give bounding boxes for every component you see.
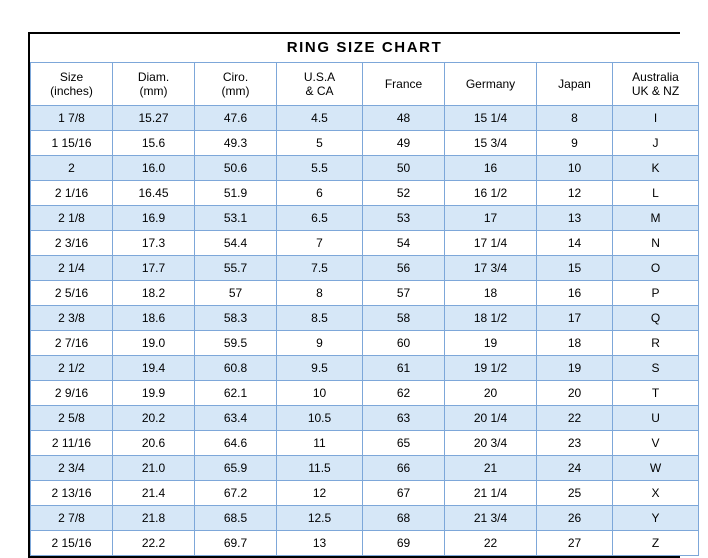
cell-usa-ca: 5.5 bbox=[277, 156, 363, 181]
cell-diameter: 19.0 bbox=[113, 331, 195, 356]
cell-usa-ca: 8 bbox=[277, 281, 363, 306]
ring-size-chart bbox=[28, 32, 680, 558]
cell-size: 1 7/8 bbox=[31, 106, 113, 131]
cell-size: 2 bbox=[31, 156, 113, 181]
cell-size: 2 7/16 bbox=[31, 331, 113, 356]
cell-diameter: 19.9 bbox=[113, 381, 195, 406]
cell-australia: Y bbox=[613, 506, 699, 531]
cell-france: 65 bbox=[363, 431, 445, 456]
cell-circumference: 62.1 bbox=[195, 381, 277, 406]
cell-size: 1 15/16 bbox=[31, 131, 113, 156]
column-header-diameter-line2: (mm) bbox=[139, 84, 168, 98]
cell-japan: 10 bbox=[537, 156, 613, 181]
cell-size: 2 5/8 bbox=[31, 406, 113, 431]
cell-france: 61 bbox=[363, 356, 445, 381]
column-header-germany bbox=[445, 63, 537, 106]
cell-germany: 21 3/4 bbox=[445, 506, 537, 531]
cell-france: 49 bbox=[363, 131, 445, 156]
cell-circumference: 51.9 bbox=[195, 181, 277, 206]
cell-australia: R bbox=[613, 331, 699, 356]
cell-australia: O bbox=[613, 256, 699, 281]
chart-title-cell bbox=[31, 34, 699, 63]
cell-circumference: 55.7 bbox=[195, 256, 277, 281]
cell-germany: 20 1/4 bbox=[445, 406, 537, 431]
cell-japan: 12 bbox=[537, 181, 613, 206]
cell-australia: Z bbox=[613, 531, 699, 556]
table-row bbox=[31, 431, 699, 456]
cell-usa-ca: 12.5 bbox=[277, 506, 363, 531]
table-row bbox=[31, 131, 699, 156]
cell-germany: 17 1/4 bbox=[445, 231, 537, 256]
cell-france: 53 bbox=[363, 206, 445, 231]
table-row bbox=[31, 506, 699, 531]
cell-france: 58 bbox=[363, 306, 445, 331]
cell-usa-ca: 6.5 bbox=[277, 206, 363, 231]
cell-diameter: 17.7 bbox=[113, 256, 195, 281]
cell-usa-ca: 7.5 bbox=[277, 256, 363, 281]
cell-germany: 15 1/4 bbox=[445, 106, 537, 131]
column-header-size bbox=[31, 63, 113, 106]
cell-japan: 16 bbox=[537, 281, 613, 306]
cell-germany: 21 1/4 bbox=[445, 481, 537, 506]
cell-size: 2 5/16 bbox=[31, 281, 113, 306]
cell-france: 68 bbox=[363, 506, 445, 531]
cell-japan: 17 bbox=[537, 306, 613, 331]
cell-germany: 17 bbox=[445, 206, 537, 231]
cell-circumference: 67.2 bbox=[195, 481, 277, 506]
cell-australia: Q bbox=[613, 306, 699, 331]
cell-diameter: 22.2 bbox=[113, 531, 195, 556]
cell-germany: 22 bbox=[445, 531, 537, 556]
cell-germany: 17 3/4 bbox=[445, 256, 537, 281]
column-header-size-line2: (inches) bbox=[50, 84, 93, 98]
cell-size: 2 9/16 bbox=[31, 381, 113, 406]
cell-size: 2 3/16 bbox=[31, 231, 113, 256]
cell-diameter: 16.0 bbox=[113, 156, 195, 181]
cell-australia: M bbox=[613, 206, 699, 231]
cell-diameter: 16.9 bbox=[113, 206, 195, 231]
cell-germany: 19 1/2 bbox=[445, 356, 537, 381]
column-header-usa-ca-line1: U.S.A bbox=[303, 70, 336, 84]
cell-germany: 15 3/4 bbox=[445, 131, 537, 156]
cell-circumference: 50.6 bbox=[195, 156, 277, 181]
cell-circumference: 65.9 bbox=[195, 456, 277, 481]
column-header-circumference bbox=[195, 63, 277, 106]
cell-australia: U bbox=[613, 406, 699, 431]
cell-australia: S bbox=[613, 356, 699, 381]
cell-diameter: 19.4 bbox=[113, 356, 195, 381]
cell-diameter: 21.8 bbox=[113, 506, 195, 531]
column-header-diameter-line1: Diam. bbox=[137, 70, 170, 84]
cell-usa-ca: 13 bbox=[277, 531, 363, 556]
cell-size: 2 1/16 bbox=[31, 181, 113, 206]
cell-size: 2 1/4 bbox=[31, 256, 113, 281]
cell-usa-ca: 10 bbox=[277, 381, 363, 406]
table-body bbox=[31, 34, 699, 556]
cell-france: 60 bbox=[363, 331, 445, 356]
cell-australia: L bbox=[613, 181, 699, 206]
table-row bbox=[31, 156, 699, 181]
cell-france: 66 bbox=[363, 456, 445, 481]
cell-australia: W bbox=[613, 456, 699, 481]
table-row bbox=[31, 356, 699, 381]
cell-france: 63 bbox=[363, 406, 445, 431]
cell-australia: T bbox=[613, 381, 699, 406]
cell-germany: 16 bbox=[445, 156, 537, 181]
column-header-size-line1: Size bbox=[59, 70, 84, 84]
cell-australia: P bbox=[613, 281, 699, 306]
column-header-diameter bbox=[113, 63, 195, 106]
cell-diameter: 17.3 bbox=[113, 231, 195, 256]
cell-diameter: 21.0 bbox=[113, 456, 195, 481]
cell-australia: J bbox=[613, 131, 699, 156]
cell-japan: 19 bbox=[537, 356, 613, 381]
cell-germany: 20 3/4 bbox=[445, 431, 537, 456]
cell-japan: 9 bbox=[537, 131, 613, 156]
cell-germany: 18 1/2 bbox=[445, 306, 537, 331]
column-header-usa-ca bbox=[277, 63, 363, 106]
cell-japan: 23 bbox=[537, 431, 613, 456]
column-header-circumference-line1: Ciro. bbox=[222, 70, 249, 84]
page-title: RING SIZE CHART bbox=[286, 39, 443, 56]
table-row bbox=[31, 406, 699, 431]
cell-circumference: 57 bbox=[195, 281, 277, 306]
cell-japan: 22 bbox=[537, 406, 613, 431]
cell-circumference: 64.6 bbox=[195, 431, 277, 456]
cell-size: 2 1/8 bbox=[31, 206, 113, 231]
cell-size: 2 11/16 bbox=[31, 431, 113, 456]
cell-australia: K bbox=[613, 156, 699, 181]
cell-usa-ca: 12 bbox=[277, 481, 363, 506]
table-row bbox=[31, 231, 699, 256]
cell-france: 50 bbox=[363, 156, 445, 181]
table-row bbox=[31, 256, 699, 281]
cell-australia: N bbox=[613, 231, 699, 256]
cell-australia: X bbox=[613, 481, 699, 506]
cell-usa-ca: 9 bbox=[277, 331, 363, 356]
cell-japan: 26 bbox=[537, 506, 613, 531]
column-header-france bbox=[363, 63, 445, 106]
cell-japan: 20 bbox=[537, 381, 613, 406]
cell-usa-ca: 11 bbox=[277, 431, 363, 456]
cell-japan: 15 bbox=[537, 256, 613, 281]
cell-france: 56 bbox=[363, 256, 445, 281]
cell-size: 2 1/2 bbox=[31, 356, 113, 381]
cell-circumference: 60.8 bbox=[195, 356, 277, 381]
cell-diameter: 16.45 bbox=[113, 181, 195, 206]
cell-france: 67 bbox=[363, 481, 445, 506]
cell-germany: 20 bbox=[445, 381, 537, 406]
column-header-australia-uk-nz bbox=[613, 63, 699, 106]
column-header-circumference-line2: (mm) bbox=[221, 84, 250, 98]
cell-diameter: 20.2 bbox=[113, 406, 195, 431]
ring-size-table bbox=[30, 34, 699, 556]
column-header-france-line1: France bbox=[384, 77, 423, 91]
table-row bbox=[31, 331, 699, 356]
cell-france: 54 bbox=[363, 231, 445, 256]
cell-diameter: 18.6 bbox=[113, 306, 195, 331]
cell-circumference: 49.3 bbox=[195, 131, 277, 156]
cell-japan: 8 bbox=[537, 106, 613, 131]
cell-circumference: 54.4 bbox=[195, 231, 277, 256]
table-row bbox=[31, 381, 699, 406]
cell-size: 2 3/8 bbox=[31, 306, 113, 331]
table-row bbox=[31, 481, 699, 506]
cell-japan: 14 bbox=[537, 231, 613, 256]
cell-germany: 16 1/2 bbox=[445, 181, 537, 206]
cell-circumference: 59.5 bbox=[195, 331, 277, 356]
table-row bbox=[31, 531, 699, 556]
cell-diameter: 21.4 bbox=[113, 481, 195, 506]
table-row bbox=[31, 306, 699, 331]
cell-size: 2 13/16 bbox=[31, 481, 113, 506]
cell-france: 57 bbox=[363, 281, 445, 306]
cell-france: 62 bbox=[363, 381, 445, 406]
cell-japan: 18 bbox=[537, 331, 613, 356]
cell-usa-ca: 7 bbox=[277, 231, 363, 256]
cell-circumference: 58.3 bbox=[195, 306, 277, 331]
cell-diameter: 15.6 bbox=[113, 131, 195, 156]
cell-japan: 13 bbox=[537, 206, 613, 231]
column-header-australia-line1: Australia bbox=[632, 70, 679, 84]
column-header-japan-line1: Japan bbox=[558, 77, 591, 91]
cell-diameter: 15.27 bbox=[113, 106, 195, 131]
column-header-japan bbox=[537, 63, 613, 106]
cell-france: 69 bbox=[363, 531, 445, 556]
table-row bbox=[31, 181, 699, 206]
column-header-germany-line1: Germany bbox=[465, 77, 516, 91]
cell-france: 52 bbox=[363, 181, 445, 206]
cell-australia: V bbox=[613, 431, 699, 456]
cell-usa-ca: 6 bbox=[277, 181, 363, 206]
cell-japan: 25 bbox=[537, 481, 613, 506]
cell-usa-ca: 11.5 bbox=[277, 456, 363, 481]
table-header-row bbox=[31, 63, 699, 106]
table-row bbox=[31, 456, 699, 481]
table-row bbox=[31, 281, 699, 306]
cell-circumference: 69.7 bbox=[195, 531, 277, 556]
cell-circumference: 47.6 bbox=[195, 106, 277, 131]
table-row bbox=[31, 106, 699, 131]
cell-france: 48 bbox=[363, 106, 445, 131]
cell-size: 2 7/8 bbox=[31, 506, 113, 531]
cell-size: 2 15/16 bbox=[31, 531, 113, 556]
cell-usa-ca: 9.5 bbox=[277, 356, 363, 381]
cell-japan: 27 bbox=[537, 531, 613, 556]
cell-usa-ca: 10.5 bbox=[277, 406, 363, 431]
cell-germany: 19 bbox=[445, 331, 537, 356]
cell-diameter: 20.6 bbox=[113, 431, 195, 456]
cell-australia: I bbox=[613, 106, 699, 131]
cell-diameter: 18.2 bbox=[113, 281, 195, 306]
cell-usa-ca: 5 bbox=[277, 131, 363, 156]
cell-japan: 24 bbox=[537, 456, 613, 481]
column-header-australia-line2: UK & NZ bbox=[631, 84, 680, 98]
column-header-usa-ca-line2: & CA bbox=[305, 84, 334, 98]
cell-usa-ca: 4.5 bbox=[277, 106, 363, 131]
chart-title-row bbox=[31, 34, 699, 63]
cell-usa-ca: 8.5 bbox=[277, 306, 363, 331]
cell-germany: 18 bbox=[445, 281, 537, 306]
cell-circumference: 63.4 bbox=[195, 406, 277, 431]
cell-circumference: 53.1 bbox=[195, 206, 277, 231]
cell-circumference: 68.5 bbox=[195, 506, 277, 531]
cell-germany: 21 bbox=[445, 456, 537, 481]
table-row bbox=[31, 206, 699, 231]
cell-size: 2 3/4 bbox=[31, 456, 113, 481]
